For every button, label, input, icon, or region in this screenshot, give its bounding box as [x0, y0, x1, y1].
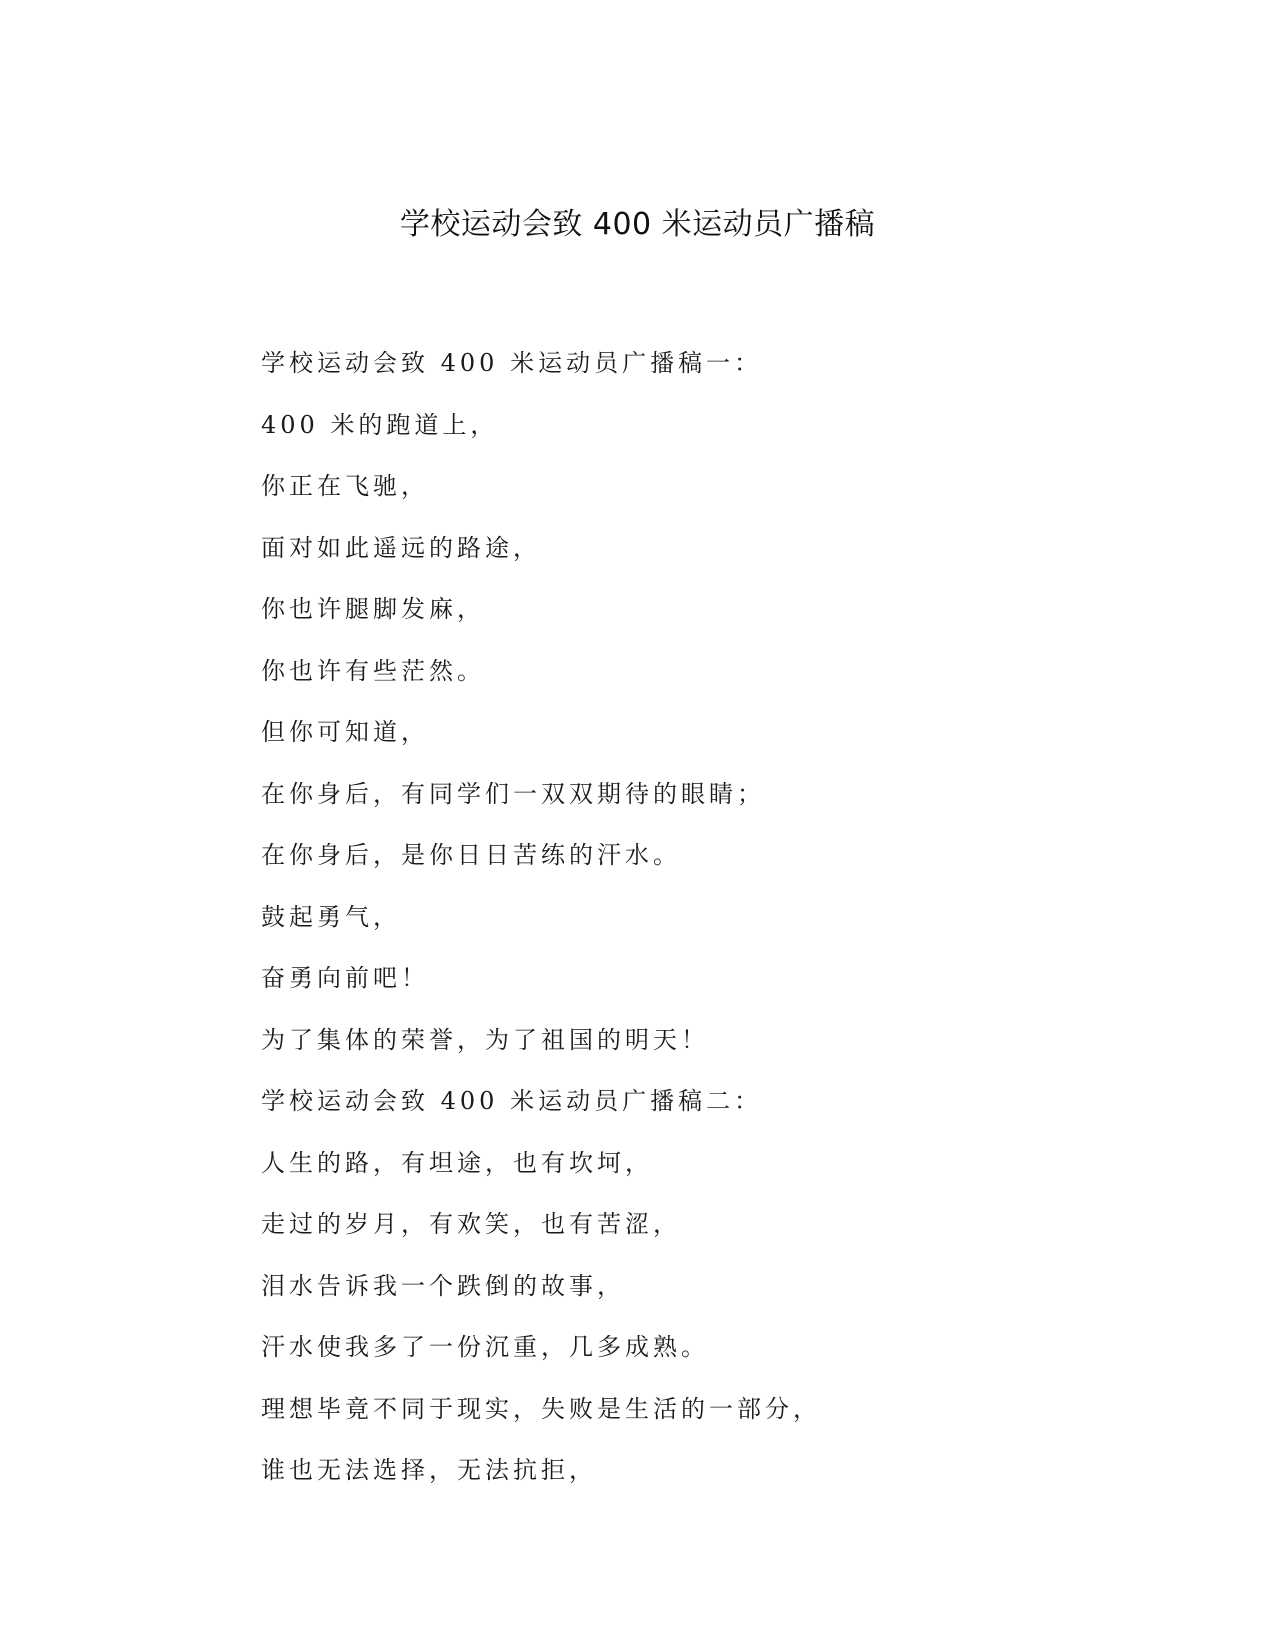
body-line: 学校运动会致 400 米运动员广播稿二：: [261, 1087, 763, 1115]
body-line: 面对如此遥远的路途，: [261, 533, 541, 562]
body-line: 为了集体的荣誉，为了祖国的明天！: [261, 1025, 709, 1054]
body-line: 鼓起勇气，: [261, 902, 401, 931]
body-line: 400 米的跑道上，: [261, 410, 499, 439]
document-body: [261, 333, 1061, 1502]
body-line: 人生的路，有坦途，也有坎坷，: [261, 1148, 653, 1177]
body-line: 汗水使我多了一份沉重，几多成熟。: [261, 1333, 709, 1361]
body-line: 泪水告诉我一个跌倒的故事，: [261, 1271, 625, 1300]
body-line: 你正在飞驰，: [261, 472, 429, 500]
body-line: 但你可知道，: [261, 718, 429, 746]
body-line: 奋勇向前吧！: [261, 964, 429, 992]
body-line: 你也许腿脚发麻，: [261, 595, 485, 623]
body-line: 在你身后，有同学们一双双期待的眼睛；: [261, 779, 765, 808]
body-line: 在你身后，是你日日苦练的汗水。: [261, 841, 681, 869]
body-line: 你也许有些茫然。: [261, 656, 485, 685]
body-line: 谁也无法选择，无法抗拒，: [261, 1456, 597, 1484]
body-line: 走过的岁月，有欢笑，也有苦涩，: [261, 1210, 681, 1238]
document-title: 学校运动会致 400 米运动员广播稿: [399, 207, 876, 242]
body-line: 学校运动会致 400 米运动员广播稿一：: [261, 349, 763, 377]
body-line: 理想毕竟不同于现实，失败是生活的一部分，: [261, 1394, 821, 1423]
